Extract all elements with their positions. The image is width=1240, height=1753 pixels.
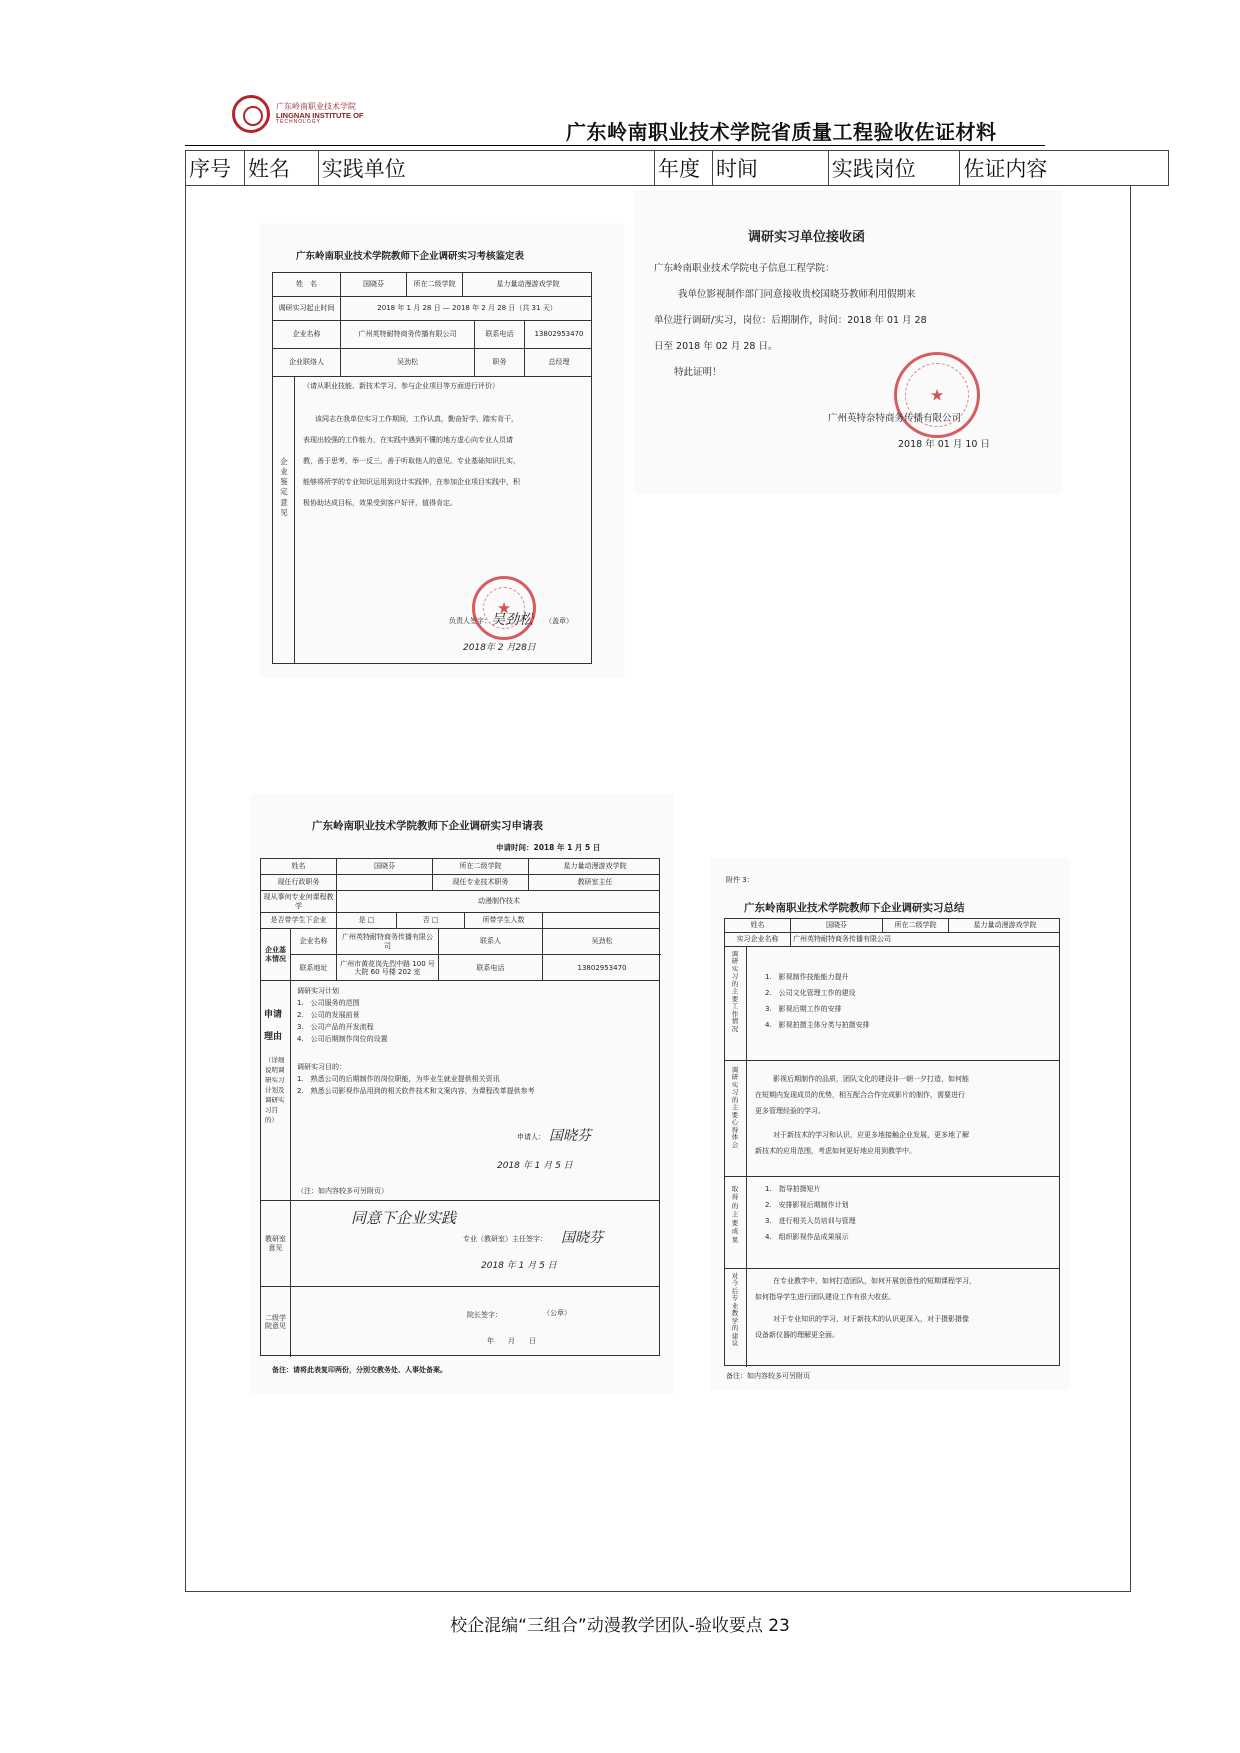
summary-form-scan (712, 860, 1068, 1388)
evaluation-side-label: 企业鉴定意见 (280, 457, 288, 517)
insight-line: 对于新技术的学习和认识，应更多地接触企业发展，更多地了解 (773, 1131, 969, 1139)
evaluation-line: 能够将所学的专业知识运用到设计实践钟，在参加企业项目实践中，积 (303, 478, 520, 486)
col-evidence: 佐证内容 (963, 157, 1048, 181)
applicant-label: 申请人： (517, 1133, 545, 1141)
dept-label: 所在二级学院 (433, 859, 529, 874)
evaluation-line: 该同志在我单位实习工作期间，工作认真，勤奋好学，踏实肯干， (315, 415, 518, 423)
section-work-label: 调研实习的主要工作情况 (731, 950, 739, 1033)
basic-label: 企业基本情况 (261, 929, 291, 980)
letter-date: 2018 年 01 月 10 日 (898, 439, 990, 450)
admin-label: 现任行政职务 (261, 875, 337, 890)
col-year: 年度 (655, 151, 713, 185)
insight-line: 在短期内发现成员的优势，相互配合合作完成影片的制作，需要进行 (755, 1091, 965, 1099)
result-item: 1. 指导拍摄短片 (765, 1185, 821, 1193)
plan-item: 3. 公司产品的开发流程 (297, 1023, 374, 1031)
company-label: 实习企业名称 (725, 933, 791, 946)
school-emblem-icon (232, 95, 270, 133)
dean-label: 院长签字： (467, 1311, 502, 1319)
students-label: 是否带学生下企业 (261, 913, 337, 928)
college-label: 二级学院意见 (261, 1287, 291, 1357)
applicant-date: 2018 年 1 月 5 日 (497, 1161, 573, 1171)
result-item: 3. 进行相关人员培训与管理 (765, 1217, 856, 1225)
company-value: 广州英特耐特商务传播有限公司 (337, 929, 439, 954)
name-label: 姓名 (261, 859, 337, 874)
contact-label: 企业联络人 (273, 349, 341, 376)
purpose-item: 2. 熟悉公司影视作品用到的相关软件技术和文案内容，为课程改革提供参考 (297, 1087, 535, 1095)
college-date: 年 月 日 (487, 1337, 536, 1345)
plan-item: 1. 公司服务的范围 (297, 999, 360, 1007)
result-item: 2. 安排影视后期制作计划 (765, 1201, 849, 1209)
contact-value: 吴劲松 (591, 937, 613, 946)
letter-title: 调研实习单位接收函 (748, 230, 866, 245)
company-value: 广州英特耐特商务传播有限公司 (793, 935, 891, 944)
company-seal-stamp (894, 352, 980, 438)
admin-value (337, 875, 433, 890)
reason-note: （详细说明调研实习计划及调研实习目的） (265, 1056, 285, 1125)
sign-label: 负责人签字： (449, 617, 491, 625)
office-opinion: 同意下企业实践 (351, 1209, 457, 1227)
purpose-title: 调研实习目的： (297, 1063, 346, 1071)
col-serial: 序号 (186, 151, 245, 185)
result-item: 4. 组织影视作品成果展示 (765, 1233, 849, 1241)
application-form-scan (252, 796, 672, 1392)
work-item: 1. 影视制作技能能力提升 (765, 973, 849, 981)
assessment-title: 广东岭南职业技术学院教师下企业调研实习考核鉴定表 (296, 251, 525, 262)
reason-label: 申请理由 (264, 1010, 283, 1042)
company-label: 企业名称 (273, 321, 341, 348)
summary-note: 备注：如内容较多可另附页 (726, 1372, 810, 1380)
letter-line: 单位进行调研/实习，岗位：后期制作，时间：2018 年 01 月 28 (654, 315, 927, 326)
major-label: 现从事何专业何课程教学 (261, 891, 337, 912)
phone-label: 联系电话 (439, 955, 543, 981)
period-value: 2018 年 1 月 28 日 — 2018 年 2 月 28 日（共 31 天） (377, 304, 557, 313)
application-note: （注：如内容较多可另附页） (297, 1187, 388, 1195)
name-value: 国晓芬 (337, 859, 433, 874)
evaluation-line: 教，善于思考，举一反三，善于听取他人的意见。专业基础知识扎实， (303, 457, 520, 465)
company-label: 企业名称 (291, 929, 337, 954)
col-name: 姓名 (245, 151, 319, 185)
work-item: 4. 影视拍摄主体分类与拍摄安排 (765, 1021, 870, 1029)
header-table (185, 150, 1169, 186)
school-logo (232, 94, 372, 134)
address-label: 联系地址 (291, 955, 337, 981)
application-table (260, 858, 660, 1356)
company-value: 广州英特耐特商务传播有限公司 (341, 321, 475, 348)
evaluation-line: 极协助达成目标，效果受到客户好评，值得肯定。 (303, 499, 457, 507)
name-value: 国晓芬 (341, 273, 407, 296)
contact-value: 吴劲松 (341, 349, 475, 376)
section-insight-label: 调研实习的主要心得体会 (731, 1066, 739, 1149)
position-value: 总经理 (548, 358, 570, 367)
dept-value: 星力量动漫游戏学院 (563, 862, 627, 871)
insight-line: 更多管理经验的学习。 (755, 1107, 825, 1115)
dept-value: 星力量动漫游戏学院 (973, 921, 1037, 930)
title-underline (185, 145, 1045, 146)
applicant-signature: 国晓芬 (549, 1128, 591, 1144)
sign-seal-label: （盖章） (545, 617, 573, 625)
application-date: 申请时间：2018 年 1 月 5 日 (496, 843, 601, 852)
no-checkbox: 否 □ (397, 913, 465, 928)
name-label: 姓名 (725, 919, 791, 932)
letter-line: 我单位影视制作部门同意接收贵校国晓芬教师利用假期来 (678, 289, 916, 300)
dept-label: 所在二级学院 (883, 919, 949, 932)
letter-company: 广州英特奈特商务传播有限公司 (828, 413, 962, 424)
letter-addressee: 广东岭南职业技术学院电子信息工程学院： (654, 263, 835, 274)
advice-line: 设备新仪器的理解更全面。 (755, 1331, 839, 1339)
plan-title: 调研实习计划 (297, 987, 339, 995)
major-value: 动漫制作技术 (478, 897, 520, 906)
evaluation-line: 表现出较强的工作能力，在实践中遇到不懂的地方虚心向专业人员请 (303, 436, 513, 444)
col-unit: 实践单位 (319, 151, 655, 185)
col-time: 时间 (713, 151, 829, 185)
assessment-form-scan (262, 226, 622, 676)
count-label: 所带学生人数 (465, 913, 543, 928)
application-footnote: 备注：请将此表复印两份，分别交教务处、人事处备案。 (272, 1366, 447, 1374)
period-label: 调研实习起止时间 (273, 297, 341, 320)
seal-label: （公章） (543, 1309, 571, 1317)
evaluation-side-cell (273, 377, 295, 663)
advice-line: 如何指导学生进行团队建设工作有很大收获。 (755, 1293, 895, 1301)
phone-label: 联系电话 (475, 321, 525, 348)
title-label: 现任专业技术职务 (433, 875, 529, 890)
yes-checkbox: 是 □ (337, 913, 397, 928)
attachment-label: 附件 3： (726, 876, 754, 884)
title-value: 教研室主任 (577, 878, 613, 887)
count-value (543, 913, 661, 928)
letter-closing: 特此证明！ (674, 367, 722, 378)
plan-item: 2. 公司的发展前景 (297, 1011, 360, 1019)
work-item: 2. 公司文化管理工作的建设 (765, 989, 856, 997)
position-label: 职务 (475, 349, 525, 376)
address-value: 广州市黄花岗先烈中路 100 号大院 60 号楼 202 室 (337, 955, 439, 981)
manager-signature: 吴劲松 (491, 612, 533, 628)
acceptance-letter-scan (636, 192, 1060, 492)
summary-table (724, 918, 1060, 1366)
plan-item: 4. 公司后期制作岗位的设置 (297, 1035, 388, 1043)
seal-star-icon: ★ (496, 598, 512, 618)
office-date: 2018 年 1 月 5 日 (481, 1261, 557, 1271)
office-sign-label: 专业（教研室）主任签字： (463, 1235, 547, 1243)
office-label: 教研室意见 (261, 1201, 291, 1286)
dept-value: 星力量动漫游戏学院 (496, 280, 560, 289)
summary-title: 广东岭南职业技术学院教师下企业调研实习总结 (744, 902, 965, 914)
logo-text: 广东岭南职业技术学院 LINGNAN INSTITUTE OF TECHNOLOGY (276, 102, 364, 125)
section-result-label: 取得的主要成果 (731, 1185, 739, 1244)
office-signature: 国晓芬 (561, 1230, 603, 1246)
col-post: 实践岗位 (829, 151, 961, 185)
purpose-item: 1. 熟悉公司的后期制作的岗位职能，为毕业生就业提供相关资讯 (297, 1075, 500, 1083)
page-footer: 校企混编“三组合”动漫教学团队-验收要点 23 (450, 1616, 790, 1636)
company-seal-stamp (472, 576, 536, 640)
letter-line: 日至 2018 年 02 月 28 日。 (654, 341, 778, 352)
assessment-table (272, 272, 592, 664)
work-item: 3. 影视后期工作的安排 (765, 1005, 842, 1013)
insight-line: 新技术的应用范围，考虑如何更好地应用到教学中。 (755, 1147, 916, 1155)
name-label: 姓 名 (273, 273, 341, 296)
reason-side-cell (261, 981, 291, 1200)
dept-label: 所在二级学院 (407, 273, 463, 296)
advice-line: 在专业教学中，如何打造团队，如何开展创意性的短期课程学习， (773, 1277, 976, 1285)
assessment-date: 2018年 2 月28日 (463, 643, 536, 653)
insight-line: 影视后期制作的品质，团队文化的建设非一朝一夕打造，如何能 (773, 1075, 969, 1083)
contact-label: 联系人 (439, 929, 543, 954)
section-advice-label: 对今后专业教学的建议 (731, 1272, 739, 1348)
phone-value: 13802953470 (577, 963, 627, 972)
name-value: 国晓芬 (791, 919, 883, 932)
evaluation-instruction: （请从职业技能、新技术学习、参与企业项目等方面进行评价） (303, 382, 499, 390)
page-title: 广东岭南职业技术学院省质量工程验收佐证材料 (566, 120, 997, 144)
phone-value: 13802953470 (534, 330, 584, 339)
application-title: 广东岭南职业技术学院教师下企业调研实习申请表 (312, 820, 543, 832)
advice-line: 对于专业知识的学习，对于新技术的认识更深入，对于摄影摄像 (773, 1315, 969, 1323)
seal-star-icon: ★ (929, 385, 945, 405)
